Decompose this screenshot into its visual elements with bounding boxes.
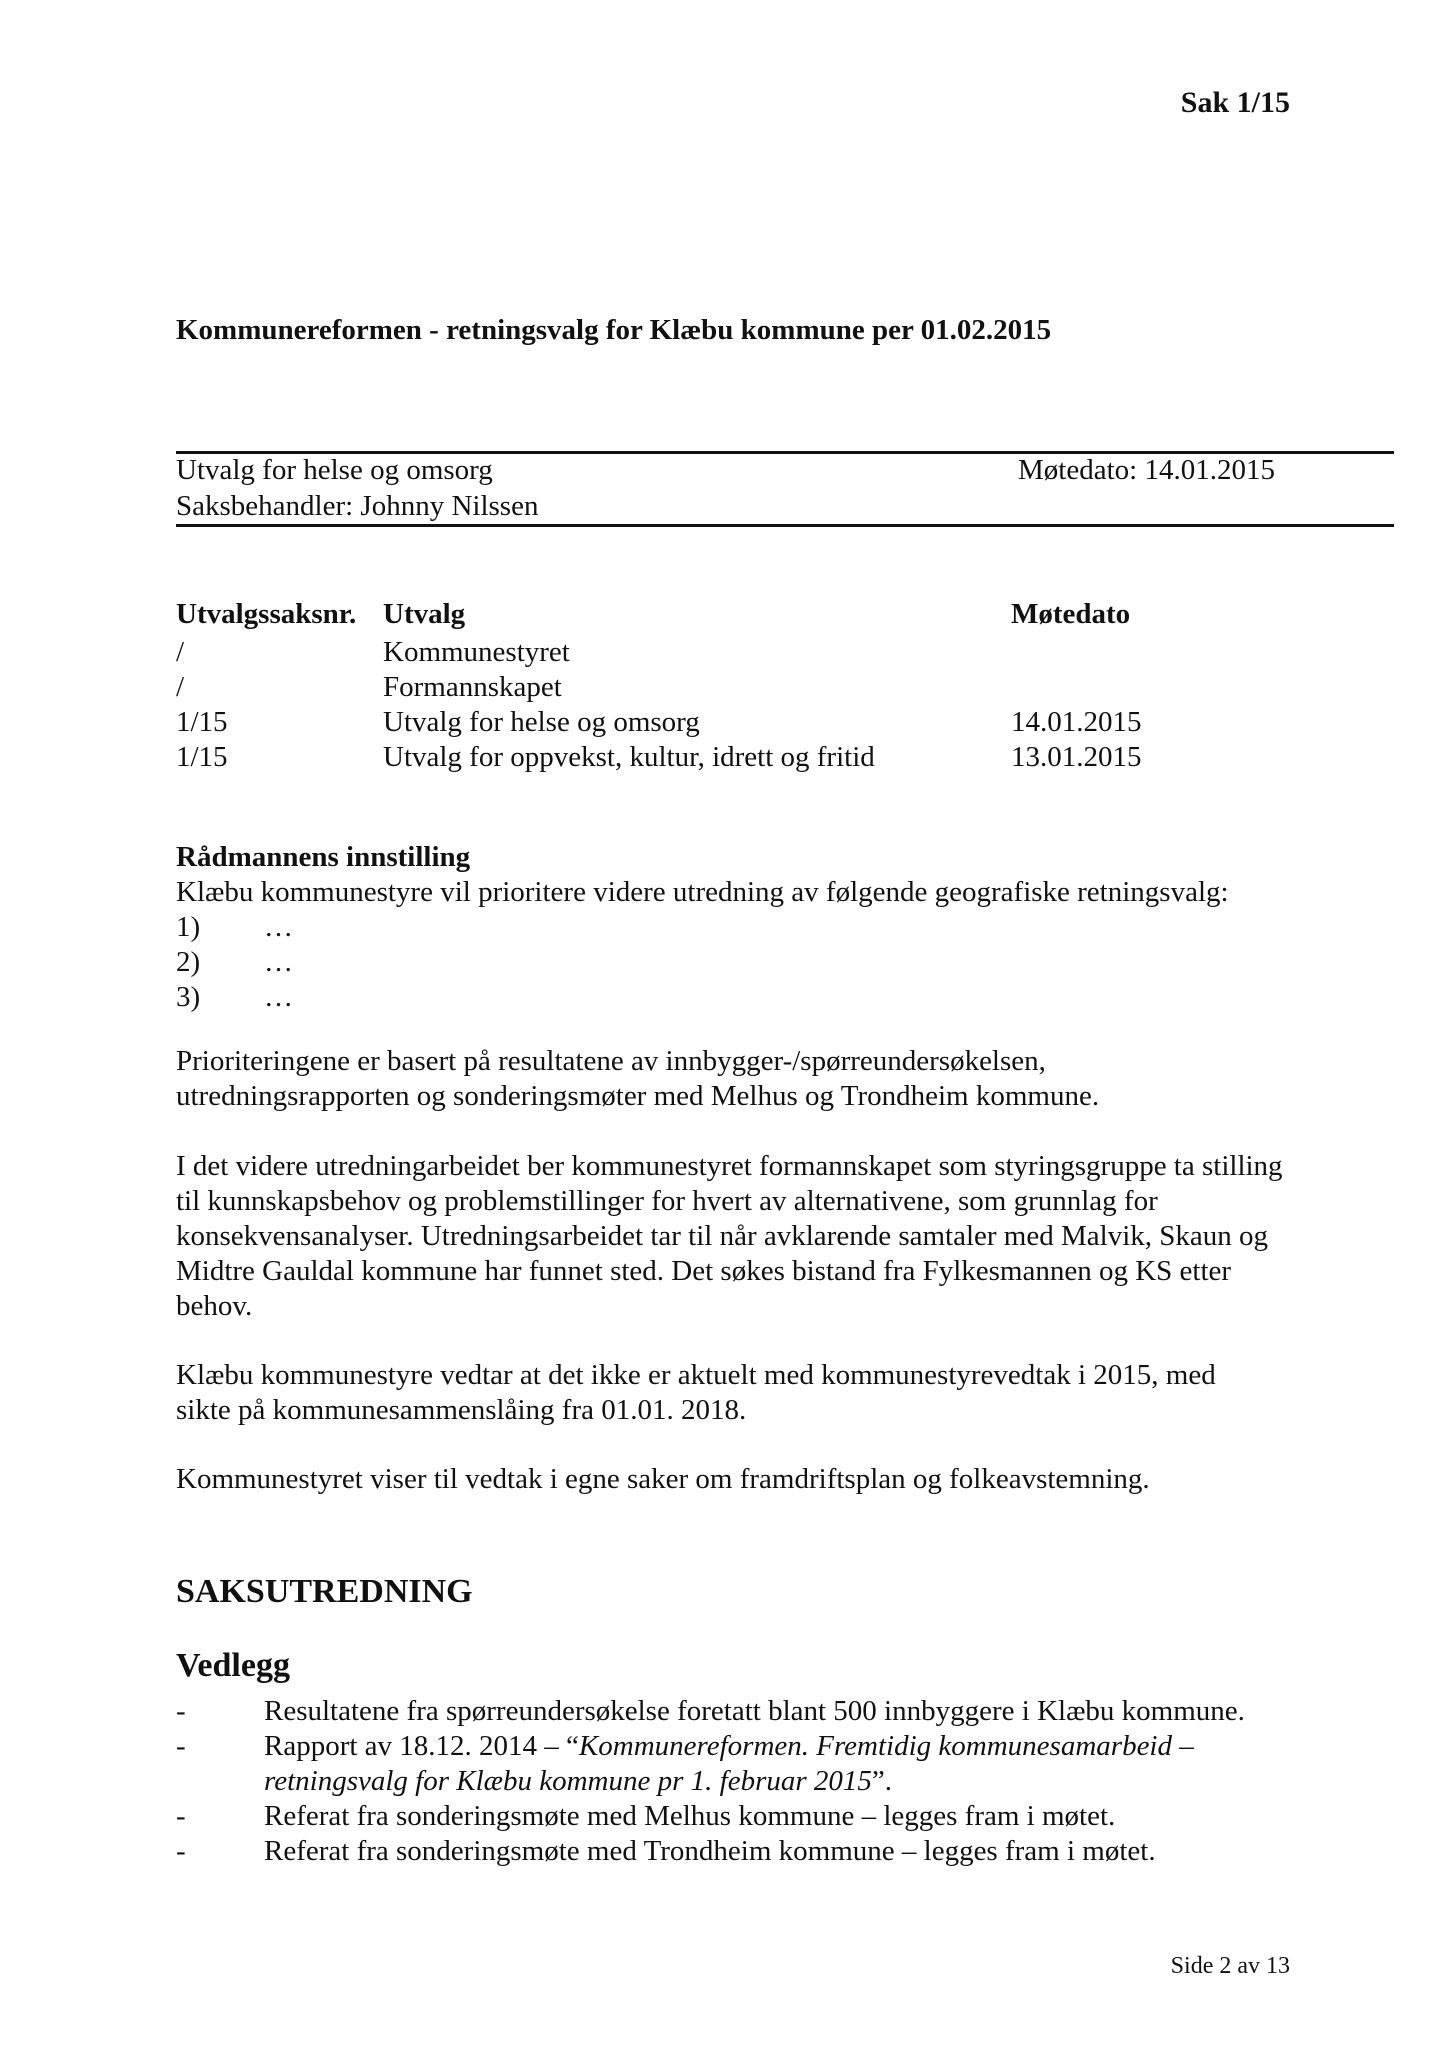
list-item-number: 1) <box>176 911 201 943</box>
attachment-text: Resultatene fra spørreundersøkelse foretatt blant 500 innbyggere i Klæbu kommune. <box>264 1695 1245 1727</box>
committee-name: Utvalg for helse og omsorg <box>176 454 493 486</box>
header-case-no: Utvalgssaksnr. <box>176 598 357 630</box>
table-header-row <box>176 598 1176 636</box>
list-dash: - <box>176 1695 186 1727</box>
recommendation-intro: Klæbu kommunestyre vil prioritere videre utredning av følgende geografiske retningsvalg: <box>176 876 1229 908</box>
list-item <box>176 910 1316 945</box>
cell-committee: Kommunestyret <box>383 636 570 668</box>
list-item <box>176 1799 1376 1834</box>
cell-committee: Utvalg for oppvekst, kultur, idrett og fritid <box>383 741 875 773</box>
list-dash: - <box>176 1800 186 1832</box>
recommendation-section <box>176 840 1316 1015</box>
list-item-text: … <box>264 946 293 978</box>
page-number: Side 2 av 13 <box>1170 1953 1290 1979</box>
list-item <box>176 980 1316 1015</box>
cell-case-no: / <box>176 671 185 703</box>
list-item-number: 3) <box>176 981 201 1013</box>
attachment-text: Referat fra sonderingsmøte med Trondheim kommune – legges fram i møtet. <box>264 1835 1156 1867</box>
list-item-text: … <box>264 911 293 943</box>
document-title: Kommunereformen - retningsvalg for Klæbu kommune per 01.02.2015 <box>176 314 1052 346</box>
table-row <box>176 741 1176 776</box>
saksutredning-heading: SAKSUTREDNING <box>176 1573 473 1610</box>
attachments-heading: Vedlegg <box>176 1647 290 1684</box>
list-item <box>176 1834 1376 1869</box>
recommendation-heading: Rådmannens innstilling <box>176 841 471 873</box>
paragraph-reference: Kommunestyret viser til vedtak i egne saker om framdriftsplan og folkeavstemning. <box>176 1463 1150 1495</box>
cell-meeting-date: 13.01.2015 <box>1011 741 1142 773</box>
cell-committee: Formannskapet <box>383 671 562 703</box>
attachments-list <box>176 1694 1376 1869</box>
attachment-text-end: ”. <box>871 1765 893 1797</box>
list-item-text: … <box>264 981 293 1013</box>
attachment-text: Referat fra sonderingsmøte med Melhus kommune – legges fram i møtet. <box>264 1800 1116 1832</box>
case-number: Sak 1/15 <box>1180 86 1290 119</box>
attachment-report-title: Kommunereformen. Fremtidig kommunesamarbeid – retningsvalg for Klæbu kommune pr 1. februar 2015 <box>264 1730 1194 1797</box>
table-row <box>176 706 1176 741</box>
table-row <box>176 671 1176 706</box>
paragraph-basis: Prioriteringene er basert på resultatene av innbygger-/spørreundersøkelsen, utredningsrapporten og sonderingsmøter med Melhus og Trondheim kommune. <box>176 1045 1100 1112</box>
list-dash: - <box>176 1835 186 1867</box>
paragraph-further-work: I det videre utredningarbeidet ber kommunestyret formannskapet som styringsgruppe ta stilling til kunnskapsbehov og problemstillinger for hvert av alternativene, som grunnlag for konsekvensanalyser. Utredningsarbeidet tar til når avklarende samtaler med Malvik, Skaun og Midtre Gauldal kommune har funnet sted. Det søkes bistand fra Fylkesmannen og KS etter behov. <box>176 1150 1283 1322</box>
cell-case-no: / <box>176 636 185 668</box>
list-item <box>176 1729 1324 1799</box>
paragraph-decision: Klæbu kommunestyre vedtar at det ikke er aktuelt med kommunestyrevedtak i 2015, med sikte på kommunesammenslåing fra 01.01. 2018. <box>176 1359 1216 1426</box>
list-dash: - <box>176 1730 186 1762</box>
header-committee: Utvalg <box>383 598 466 630</box>
case-officer: Saksbehandler: Johnny Nilssen <box>176 490 539 522</box>
meeting-date: Møtedato: 14.01.2015 <box>1018 454 1275 486</box>
committee-table <box>176 598 1176 776</box>
list-item-number: 2) <box>176 946 201 978</box>
list-item <box>176 1694 1376 1729</box>
meta-bottom-rule <box>176 524 1394 527</box>
cell-case-no: 1/15 <box>176 706 228 738</box>
table-row <box>176 636 1176 671</box>
attachment-text: Rapport av 18.12. 2014 – “ <box>264 1730 579 1762</box>
cell-meeting-date: 14.01.2015 <box>1011 706 1142 738</box>
cell-committee: Utvalg for helse og omsorg <box>383 706 700 738</box>
list-item <box>176 945 1316 980</box>
header-meeting-date: Møtedato <box>1011 598 1131 630</box>
cell-case-no: 1/15 <box>176 741 228 773</box>
